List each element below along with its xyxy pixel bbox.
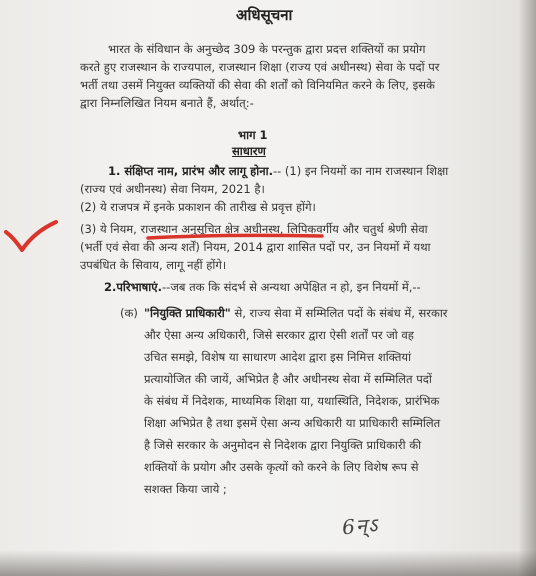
rule1-line: (3) ये नियम, राजस्थान अनुसूचित क्षेत्र अधीनस्थ, लिपिकवर्गीय और चतुर्थ श्रेणी सेवा — [80, 222, 428, 236]
rule1-line: -- (1) इन नियमों का नाम राजस्थान शिक्षा — [272, 164, 449, 178]
rule2-heading: 2.परिभाषाएं. — [104, 280, 163, 294]
clause-a-line: से, राज्य सेवा में सम्मिलित पदों के संबंध में, सरकार — [234, 306, 448, 320]
page-edge-shadow — [518, 0, 536, 576]
rule2-text: --जब तक कि संदर्भ से अन्यथा अपेक्षित न हो, इन नियमों में,-- — [162, 280, 421, 294]
rule1-line: (राज्य एवं अधीनस्थ) सेवा नियम, 2021 है। — [80, 182, 265, 196]
intro-line: करते हुए राजस्थान के राज्यपाल, राजस्थान शिक्षा (राज्य एवं अधीनस्थ) सेवा के पदों पर — [80, 60, 440, 74]
clause-a-line: है जिसे सरकार के अनुमोदन से निदेशक द्वारा नियुक्ति प्राधिकारी की — [144, 438, 422, 452]
part-number: भाग 1 — [238, 128, 268, 142]
rule1-heading: 1. संक्षिप्त नाम, प्रारंभ और लागू होना. — [108, 164, 273, 178]
clause-a-label: (क) — [120, 306, 138, 320]
clause-a-line: प्रत्यायोजित की जायें, अभिप्रेत है और अधीनस्थ सेवा में सम्मिलित पदों — [144, 372, 432, 386]
clause-a-line: उचित समझे, विशेष या साधारण आदेश द्वारा इस निमित्त शक्तियां — [144, 350, 412, 364]
page-title: अधिसूचना — [236, 6, 293, 24]
intro-line: द्वारा निम्नलिखित नियम बनाते हैं, अर्थात्:- — [80, 96, 254, 110]
clause-a-line: शक्तियों के प्रयोग और उसके कृत्यों को करने के लिए विशेष रूप से — [144, 460, 419, 474]
clause-a-term: "नियुक्ति प्राधिकारी" — [144, 306, 231, 320]
rule1-line: (2) ये राजपत्र में इनके प्रकाशन की तारीख से प्रवृत्त होंगे। — [80, 200, 316, 214]
rule1-line: (भर्ती एवं सेवा की अन्य शर्तें) नियम, 2014 द्वारा शासित पदों पर, उन नियमों में यथा — [80, 240, 431, 254]
intro-line: भारत के संविधान के अनुच्छेद 309 के परन्तुक द्वारा प्रदत्त शक्तियों का प्रयोग — [108, 42, 426, 56]
part-title: साधारण — [232, 144, 266, 158]
clause-a-line: और ऐसा अन्य अधिकारी, जिसे सरकार द्वारा ऐसी शर्तों पर जो वह — [144, 328, 414, 342]
intro-line: भर्ती तथा उसमें नियुक्त व्यक्तियों की सेवा की शर्तों को विनियमित करने के लिए, इसके — [80, 78, 435, 92]
clause-a-line: के संबंध में निदेशक, माध्यमिक शिक्षा या, यथास्थिति, निदेशक, प्रारंभिक — [144, 394, 440, 408]
underline-stroke — [148, 235, 322, 238]
page-bottom-shadow — [0, 550, 536, 576]
checkmark-icon — [6, 222, 56, 250]
signature: 6न्ऽ — [341, 512, 379, 540]
rule1-line: उपबंधित के सिवाय, लागू नहीं होंगे। — [80, 258, 227, 272]
clause-a-line: शिक्षा अभिप्रेत है तथा इसमें ऐसा अन्य अधिकारी या प्राधिकारी सम्मिलित — [144, 416, 441, 430]
clause-a-line: सशक्त किया जाये ; — [144, 482, 227, 496]
